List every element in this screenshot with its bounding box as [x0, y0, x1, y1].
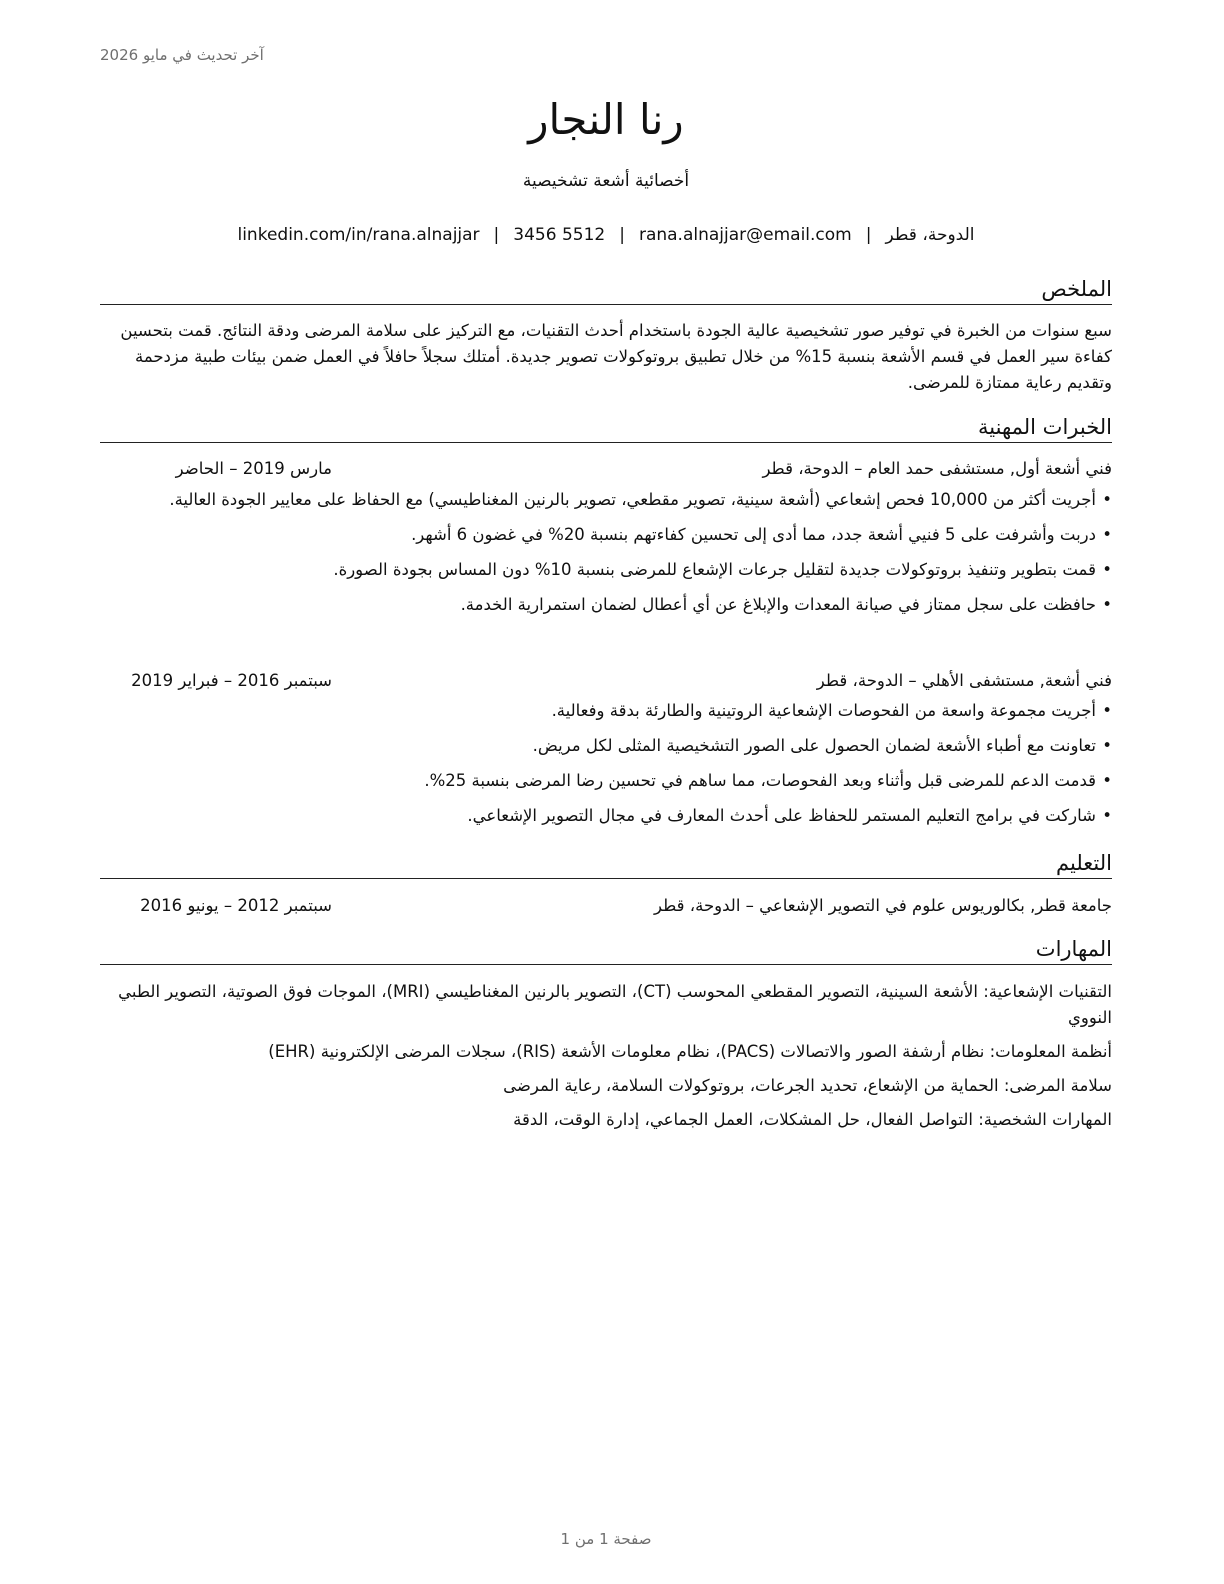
skills-heading: المهارات: [100, 934, 1112, 965]
last-updated-note: آخر تحديث في مايو 2026: [100, 46, 264, 64]
contact-separator: |: [493, 225, 500, 245]
list-item: التقنيات الإشعاعية: الأشعة السينية، التصوير المقطعي المحوسب (CT)، التصوير بالرنين المغناطيسي (MRI)، الموجات فوق الصوتية، التصوير الطبي النووي: [118, 982, 1112, 1027]
list-item: • شاركت في برامج التعليم المستمر للحفاظ على أحدث المعارف في مجال التصوير الإشعاعي.: [100, 803, 1112, 829]
phone-number: 3456 5512: [513, 225, 606, 245]
job-title-line: فني أشعة, مستشفى الأهلي – الدوحة، قطر: [816, 671, 1112, 690]
skills-list: [100, 979, 1112, 1141]
job-dates: مارس 2019 – الحاضر: [175, 459, 332, 478]
job-achievements-list: [100, 698, 1112, 838]
job-dates: سبتمبر 2016 – فبراير 2019: [131, 671, 332, 690]
list-item: سلامة المرضى: الحماية من الإشعاع، تحديد الجرعات، بروتوكولات السلامة، رعاية المرضى: [503, 1076, 1112, 1095]
list-item: المهارات الشخصية: التواصل الفعال، حل المشكلات، العمل الجماعي، إدارة الوقت، الدقة: [513, 1110, 1112, 1129]
job-title: أخصائية أشعة تشخيصية: [522, 171, 690, 191]
list-item: • أجريت مجموعة واسعة من الفحوصات الإشعاعية الروتينية والطارئة بدقة وفعالية.: [100, 698, 1112, 724]
job-title-line: فني أشعة أول, مستشفى حمد العام – الدوحة، قطر: [762, 459, 1112, 478]
list-item: • تعاونت مع أطباء الأشعة لضمان الحصول على الصور التشخيصية المثلى لكل مريض.: [100, 733, 1112, 759]
email-link[interactable]: rana.alnajjar@email.com: [638, 225, 852, 245]
job-header: [100, 668, 1112, 694]
list-item: • قدمت الدعم للمرضى قبل وأثناء وبعد الفحوصات، مما ساهم في تحسين رضا المرضى بنسبة 25%.: [100, 768, 1112, 794]
job-header: [100, 456, 1112, 482]
page-number: صفحة 1 من 1: [560, 1530, 652, 1548]
list-item: • دربت وأشرفت على 5 فنيي أشعة جدد، مما أدى إلى تحسين كفاءتهم بنسبة 20% في غضون 6 أشهر.: [100, 522, 1112, 548]
job-achievements-list: [100, 487, 1112, 627]
resume-page: [100, 0, 1112, 1584]
education-dates: سبتمبر 2012 – يونيو 2016: [140, 896, 332, 915]
list-item: • أجريت أكثر من 10,000 فحص إشعاعي (أشعة سينية، تصوير مقطعي، تصوير بالرنين المغناطيسي) مع الحفاظ على معايير الجودة العالية.: [100, 487, 1112, 513]
experience-heading: الخبرات المهنية: [100, 412, 1112, 443]
contact-separator: |: [619, 225, 625, 245]
summary-text: سبع سنوات من الخبرة في توفير صور تشخيصية عالية الجودة باستخدام أحدث التقنيات، مع التركيز على سلامة المرضى ودقة النتائج. قمت بتحسين كفاءة سير العمل في قسم الأشعة بنسبة 15% من خلال تطبيق بروتوكولات تصوير جديدة. أمتلك سجلاً حافلاً في العمل ضمن بيئات طبية مزدحمة وتقديم رعاية ممتازة للمرضى.: [120, 321, 1112, 392]
contact-line: [100, 222, 1112, 248]
degree-line: جامعة قطر, بكالوريوس علوم في التصوير الإشعاعي – الدوحة، قطر: [654, 896, 1112, 915]
summary-heading: الملخص: [100, 274, 1112, 305]
list-item: أنظمة المعلومات: نظام أرشفة الصور والاتصالات (PACS)، نظام معلومات الأشعة (RIS)، سجلات المرضى الإلكترونية (EHR): [268, 1042, 1112, 1061]
candidate-name: رنا النجار: [528, 95, 684, 144]
list-item: • حافظت على سجل ممتاز في صيانة المعدات والإبلاغ عن أي أعطال لضمان استمرارية الخدمة.: [100, 592, 1112, 618]
education-entry: [100, 893, 1112, 919]
contact-separator: |: [865, 225, 872, 245]
education-heading: التعليم: [100, 848, 1112, 879]
list-item: • قمت بتطوير وتنفيذ بروتوكولات جديدة لتقليل جرعات الإشعاع للمرضى بنسبة 10% دون المساس بجودة الصورة.: [100, 557, 1112, 583]
linkedin-link[interactable]: linkedin.com/in/rana.alnajjar: [237, 225, 480, 245]
location: الدوحة، قطر: [885, 225, 975, 245]
